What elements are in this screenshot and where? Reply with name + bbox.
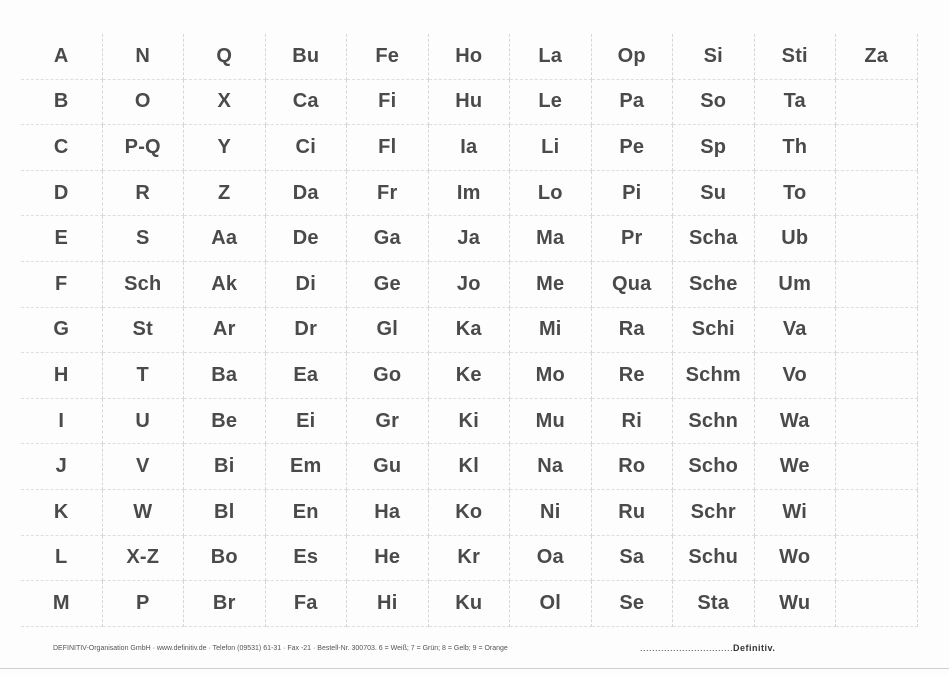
index-tab-label: S	[103, 216, 185, 262]
index-tab-label: Ei	[266, 399, 348, 445]
index-tab-label: Bi	[184, 444, 266, 490]
index-tab-label: U	[103, 399, 185, 445]
index-tab-label: Sch	[103, 262, 185, 308]
index-tab-label: Wu	[755, 581, 837, 627]
index-tab-label: N	[103, 34, 185, 80]
index-tab-label: C	[21, 125, 103, 171]
index-tab-label: He	[347, 536, 429, 582]
index-tab-label: Schm	[673, 353, 755, 399]
index-tab-label: Es	[266, 536, 348, 582]
index-tab-label: F	[21, 262, 103, 308]
index-tab-label: Fi	[347, 80, 429, 126]
footer-dots: ...............................	[640, 643, 734, 653]
index-tab-label: Um	[755, 262, 837, 308]
index-tab-label: Dr	[266, 308, 348, 354]
index-tab-label: Le	[510, 80, 592, 126]
index-tab-label: Im	[429, 171, 511, 217]
index-tab-label: Su	[673, 171, 755, 217]
index-tab-label	[836, 399, 918, 445]
index-tab-label: H	[21, 353, 103, 399]
index-tab-label: Ja	[429, 216, 511, 262]
index-tab-label: Ea	[266, 353, 348, 399]
index-tab-label: Ra	[592, 308, 674, 354]
index-tab-label: Ga	[347, 216, 429, 262]
footer-signature	[640, 643, 775, 653]
index-tab-label: So	[673, 80, 755, 126]
footer-imprint: DEFINITIV-Organisation GmbH · www.definitiv.de · Telefon (09531) 61-31 · Fax -21 · Bestell-Nr. 300703. 6 = Weiß; 7 = Grün; 8 = Gelb; 9 = Orange	[53, 645, 508, 652]
index-tab-label: Fr	[347, 171, 429, 217]
index-tab-label	[836, 444, 918, 490]
index-tab-label: Schn	[673, 399, 755, 445]
index-tab-label: Oa	[510, 536, 592, 582]
index-tab-label: J	[21, 444, 103, 490]
index-tab-label	[836, 262, 918, 308]
index-tab-label: Sp	[673, 125, 755, 171]
index-tab-label: De	[266, 216, 348, 262]
index-tab-label: Hu	[429, 80, 511, 126]
index-tab-label	[836, 536, 918, 582]
index-tab-label: Kl	[429, 444, 511, 490]
index-tab-label: K	[21, 490, 103, 536]
index-tab-label: Jo	[429, 262, 511, 308]
index-tab-label	[836, 171, 918, 217]
index-tab-label: Ku	[429, 581, 511, 627]
index-tab-label: Ho	[429, 34, 511, 80]
index-tab-label: Ki	[429, 399, 511, 445]
index-tab-label: Scha	[673, 216, 755, 262]
brand-name: Definitiv.	[733, 643, 776, 653]
index-tab-label: Na	[510, 444, 592, 490]
index-tab-label: R	[103, 171, 185, 217]
index-tab-label: Ko	[429, 490, 511, 536]
index-tab-label: Ba	[184, 353, 266, 399]
index-tab-label: Gu	[347, 444, 429, 490]
index-tab-label: Kr	[429, 536, 511, 582]
index-tab-label: Ro	[592, 444, 674, 490]
index-tab-label	[836, 216, 918, 262]
index-tab-label: Schu	[673, 536, 755, 582]
index-tab-label: Wo	[755, 536, 837, 582]
index-tab-label: St	[103, 308, 185, 354]
index-tab-label: Vo	[755, 353, 837, 399]
index-tab-label: Mi	[510, 308, 592, 354]
index-tab-label: Wi	[755, 490, 837, 536]
index-tab-label: Ni	[510, 490, 592, 536]
index-tab-label	[836, 353, 918, 399]
index-tab-label: P	[103, 581, 185, 627]
index-tab-label: Ge	[347, 262, 429, 308]
index-tab-label: Pa	[592, 80, 674, 126]
index-tab-label: Y	[184, 125, 266, 171]
index-tab-label: Ke	[429, 353, 511, 399]
index-tab-label: We	[755, 444, 837, 490]
index-tab-label: Sti	[755, 34, 837, 80]
index-tab-label	[836, 125, 918, 171]
index-tab-label: Ka	[429, 308, 511, 354]
index-tab-label: Ha	[347, 490, 429, 536]
index-tab-label: E	[21, 216, 103, 262]
index-tab-label: Ub	[755, 216, 837, 262]
index-tab-label: Z	[184, 171, 266, 217]
index-tab-label: Ak	[184, 262, 266, 308]
index-tab-label: Sa	[592, 536, 674, 582]
index-tab-label: Bo	[184, 536, 266, 582]
index-tab-label: Za	[836, 34, 918, 80]
index-tab-label: X	[184, 80, 266, 126]
index-tab-label: Ri	[592, 399, 674, 445]
index-tab-label: Mu	[510, 399, 592, 445]
index-tab-label: Op	[592, 34, 674, 80]
index-tab-label: Aa	[184, 216, 266, 262]
index-tab-label: G	[21, 308, 103, 354]
index-tab-label: Qua	[592, 262, 674, 308]
index-tab-label: Lo	[510, 171, 592, 217]
bottom-rule	[0, 668, 949, 669]
index-tab-label: Sche	[673, 262, 755, 308]
index-tab-label: La	[510, 34, 592, 80]
index-tab-label: En	[266, 490, 348, 536]
index-tab-grid	[21, 34, 918, 627]
index-tab-label: Ia	[429, 125, 511, 171]
index-tab-label: Re	[592, 353, 674, 399]
index-tab-label: Th	[755, 125, 837, 171]
index-tab-label: I	[21, 399, 103, 445]
index-tab-label: D	[21, 171, 103, 217]
index-tab-label: Da	[266, 171, 348, 217]
index-tab-label: W	[103, 490, 185, 536]
index-tab-label: Scho	[673, 444, 755, 490]
index-tab-label: Mo	[510, 353, 592, 399]
index-tab-label: Me	[510, 262, 592, 308]
index-tab-label: To	[755, 171, 837, 217]
index-tab-label: M	[21, 581, 103, 627]
index-tab-label: Br	[184, 581, 266, 627]
index-tab-label: Fa	[266, 581, 348, 627]
index-tab-label: Fe	[347, 34, 429, 80]
index-tab-label: Pr	[592, 216, 674, 262]
index-tab-label: A	[21, 34, 103, 80]
index-tab-label: Gl	[347, 308, 429, 354]
index-tab-label: Q	[184, 34, 266, 80]
index-tab-label: Ca	[266, 80, 348, 126]
index-tab-label: Va	[755, 308, 837, 354]
index-tab-label: Li	[510, 125, 592, 171]
index-tab-label: O	[103, 80, 185, 126]
index-tab-label: Ma	[510, 216, 592, 262]
index-tab-label: P-Q	[103, 125, 185, 171]
index-tab-label: Ci	[266, 125, 348, 171]
index-tab-label	[836, 490, 918, 536]
index-tab-label: Hi	[347, 581, 429, 627]
index-tab-label: Se	[592, 581, 674, 627]
index-tab-label	[836, 581, 918, 627]
index-tab-label: Ar	[184, 308, 266, 354]
index-tab-label: Ol	[510, 581, 592, 627]
index-tab-label: Gr	[347, 399, 429, 445]
index-tab-label: Ta	[755, 80, 837, 126]
index-tab-label: Pe	[592, 125, 674, 171]
index-tab-label: Ru	[592, 490, 674, 536]
index-tab-label: T	[103, 353, 185, 399]
index-tab-label: Schr	[673, 490, 755, 536]
index-tab-label: V	[103, 444, 185, 490]
index-tab-label: L	[21, 536, 103, 582]
index-tab-label: Fl	[347, 125, 429, 171]
index-tab-label: Di	[266, 262, 348, 308]
index-tab-label	[836, 80, 918, 126]
index-tab-label: Wa	[755, 399, 837, 445]
index-tab-label: Go	[347, 353, 429, 399]
index-tab-label: B	[21, 80, 103, 126]
index-tab-label: Bu	[266, 34, 348, 80]
index-tab-label: Si	[673, 34, 755, 80]
index-tab-label: Schi	[673, 308, 755, 354]
index-tab-label: Be	[184, 399, 266, 445]
index-tab-label	[836, 308, 918, 354]
index-tab-label: Sta	[673, 581, 755, 627]
index-tab-label: X-Z	[103, 536, 185, 582]
index-tab-label: Bl	[184, 490, 266, 536]
index-tab-label: Em	[266, 444, 348, 490]
index-tab-label: Pi	[592, 171, 674, 217]
